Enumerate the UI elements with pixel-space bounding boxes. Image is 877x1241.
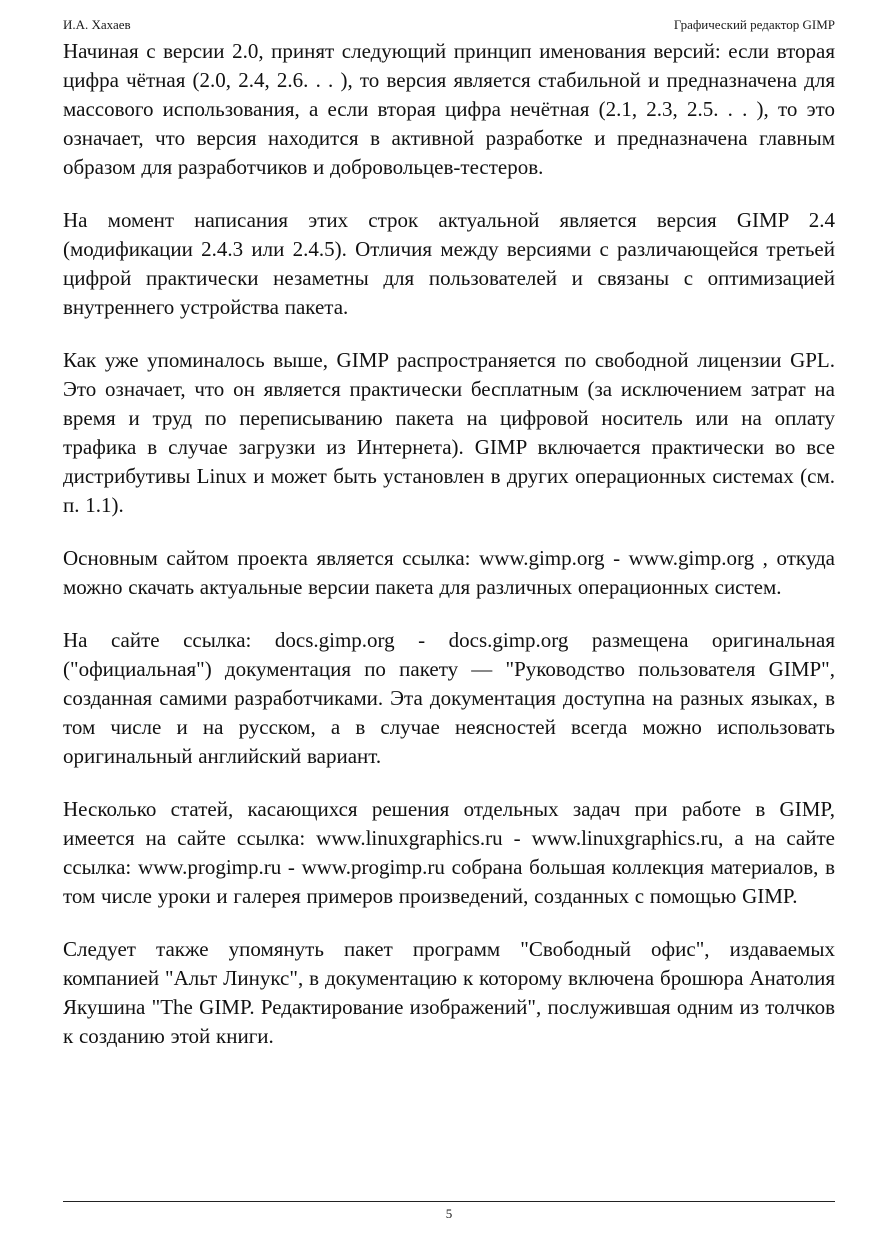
paragraph-version-naming: Начиная с версии 2.0, принят следующий принцип именования версий: если вторая цифра чётная (2.0, 2.4, 2.6. . . ), то версия является стабильной и предназначена для массового использования, а если вторая цифра нечётная (2.1, 2.3, 2.5. . . ), то это означает, что версия находится в активной разработке и предназначена главным образом для разработчиков и добровольцев-тестеров. [63,39,835,179]
header-book-title: Графический редактор GIMP [673,17,835,32]
paragraph-license: Как уже упоминалось выше, GIMP распространяется по свободной лицензии GPL. Это означает, что он является практически бесплатным (за исключением затрат на время и труд по переписыванию пакета на цифровой носитель или на оплату трафика в случае загрузки из Интернета). GIMP включается практически во все дистрибутивы Linux и может быть установлен в других операционных системах (см. п. 1.1). [63,348,835,517]
document-page [63,0,835,1241]
paragraph-current-version: На момент написания этих строк актуальной является версия GIMP 2.4 (модификации 2.4.3 или 2.4.5). Отличия между версиями с различающейся третьей цифрой практически незаметны для пользователей и связаны с оптимизацией внутреннего устройства пакета. [63,208,835,319]
paragraph-main-site: Основным сайтом проекта является ссылка: www.gimp.org - www.gimp.org , откуда можно скачать актуальные версии пакета для различных операционных систем. [63,546,835,599]
paragraph-articles: Несколько статей, касающихся решения отдельных задач при работе в GIMP, имеется на сайте ссылка: www.linuxgraphics.ru - www.linuxgraphics.ru, а на сайте ссылка: www.progimp.ru - www.progimp.ru собрана большая коллекция материалов, в том числе уроки и галерея примеров произведений, созданных с помощью GIMP. [63,797,835,908]
page-number: 5 [445,1206,453,1221]
header-author: И.А. Хахаев [63,17,131,32]
running-header [63,16,835,34]
paragraph-documentation: На сайте ссылка: docs.gimp.org - docs.gimp.org размещена оригинальная ("официальная") документация по пакету — "Руководство пользователя GIMP", созданная самими разработчиками. Эта документация доступна на разных языках, в том числе и на русском, а в случае неясностей всегда можно использовать оригинальный английский вариант. [63,628,835,768]
footer-rule [63,1201,835,1202]
paragraph-free-office: Следует также упомянуть пакет программ "Свободный офис", издаваемых компанией "Альт Линукс", в документацию к которому включена брошюра Анатолия Якушина "The GIMP. Редактирование изображений", послужившая одним из толчков к созданию этой книги. [63,937,835,1048]
body-text [63,37,835,1051]
